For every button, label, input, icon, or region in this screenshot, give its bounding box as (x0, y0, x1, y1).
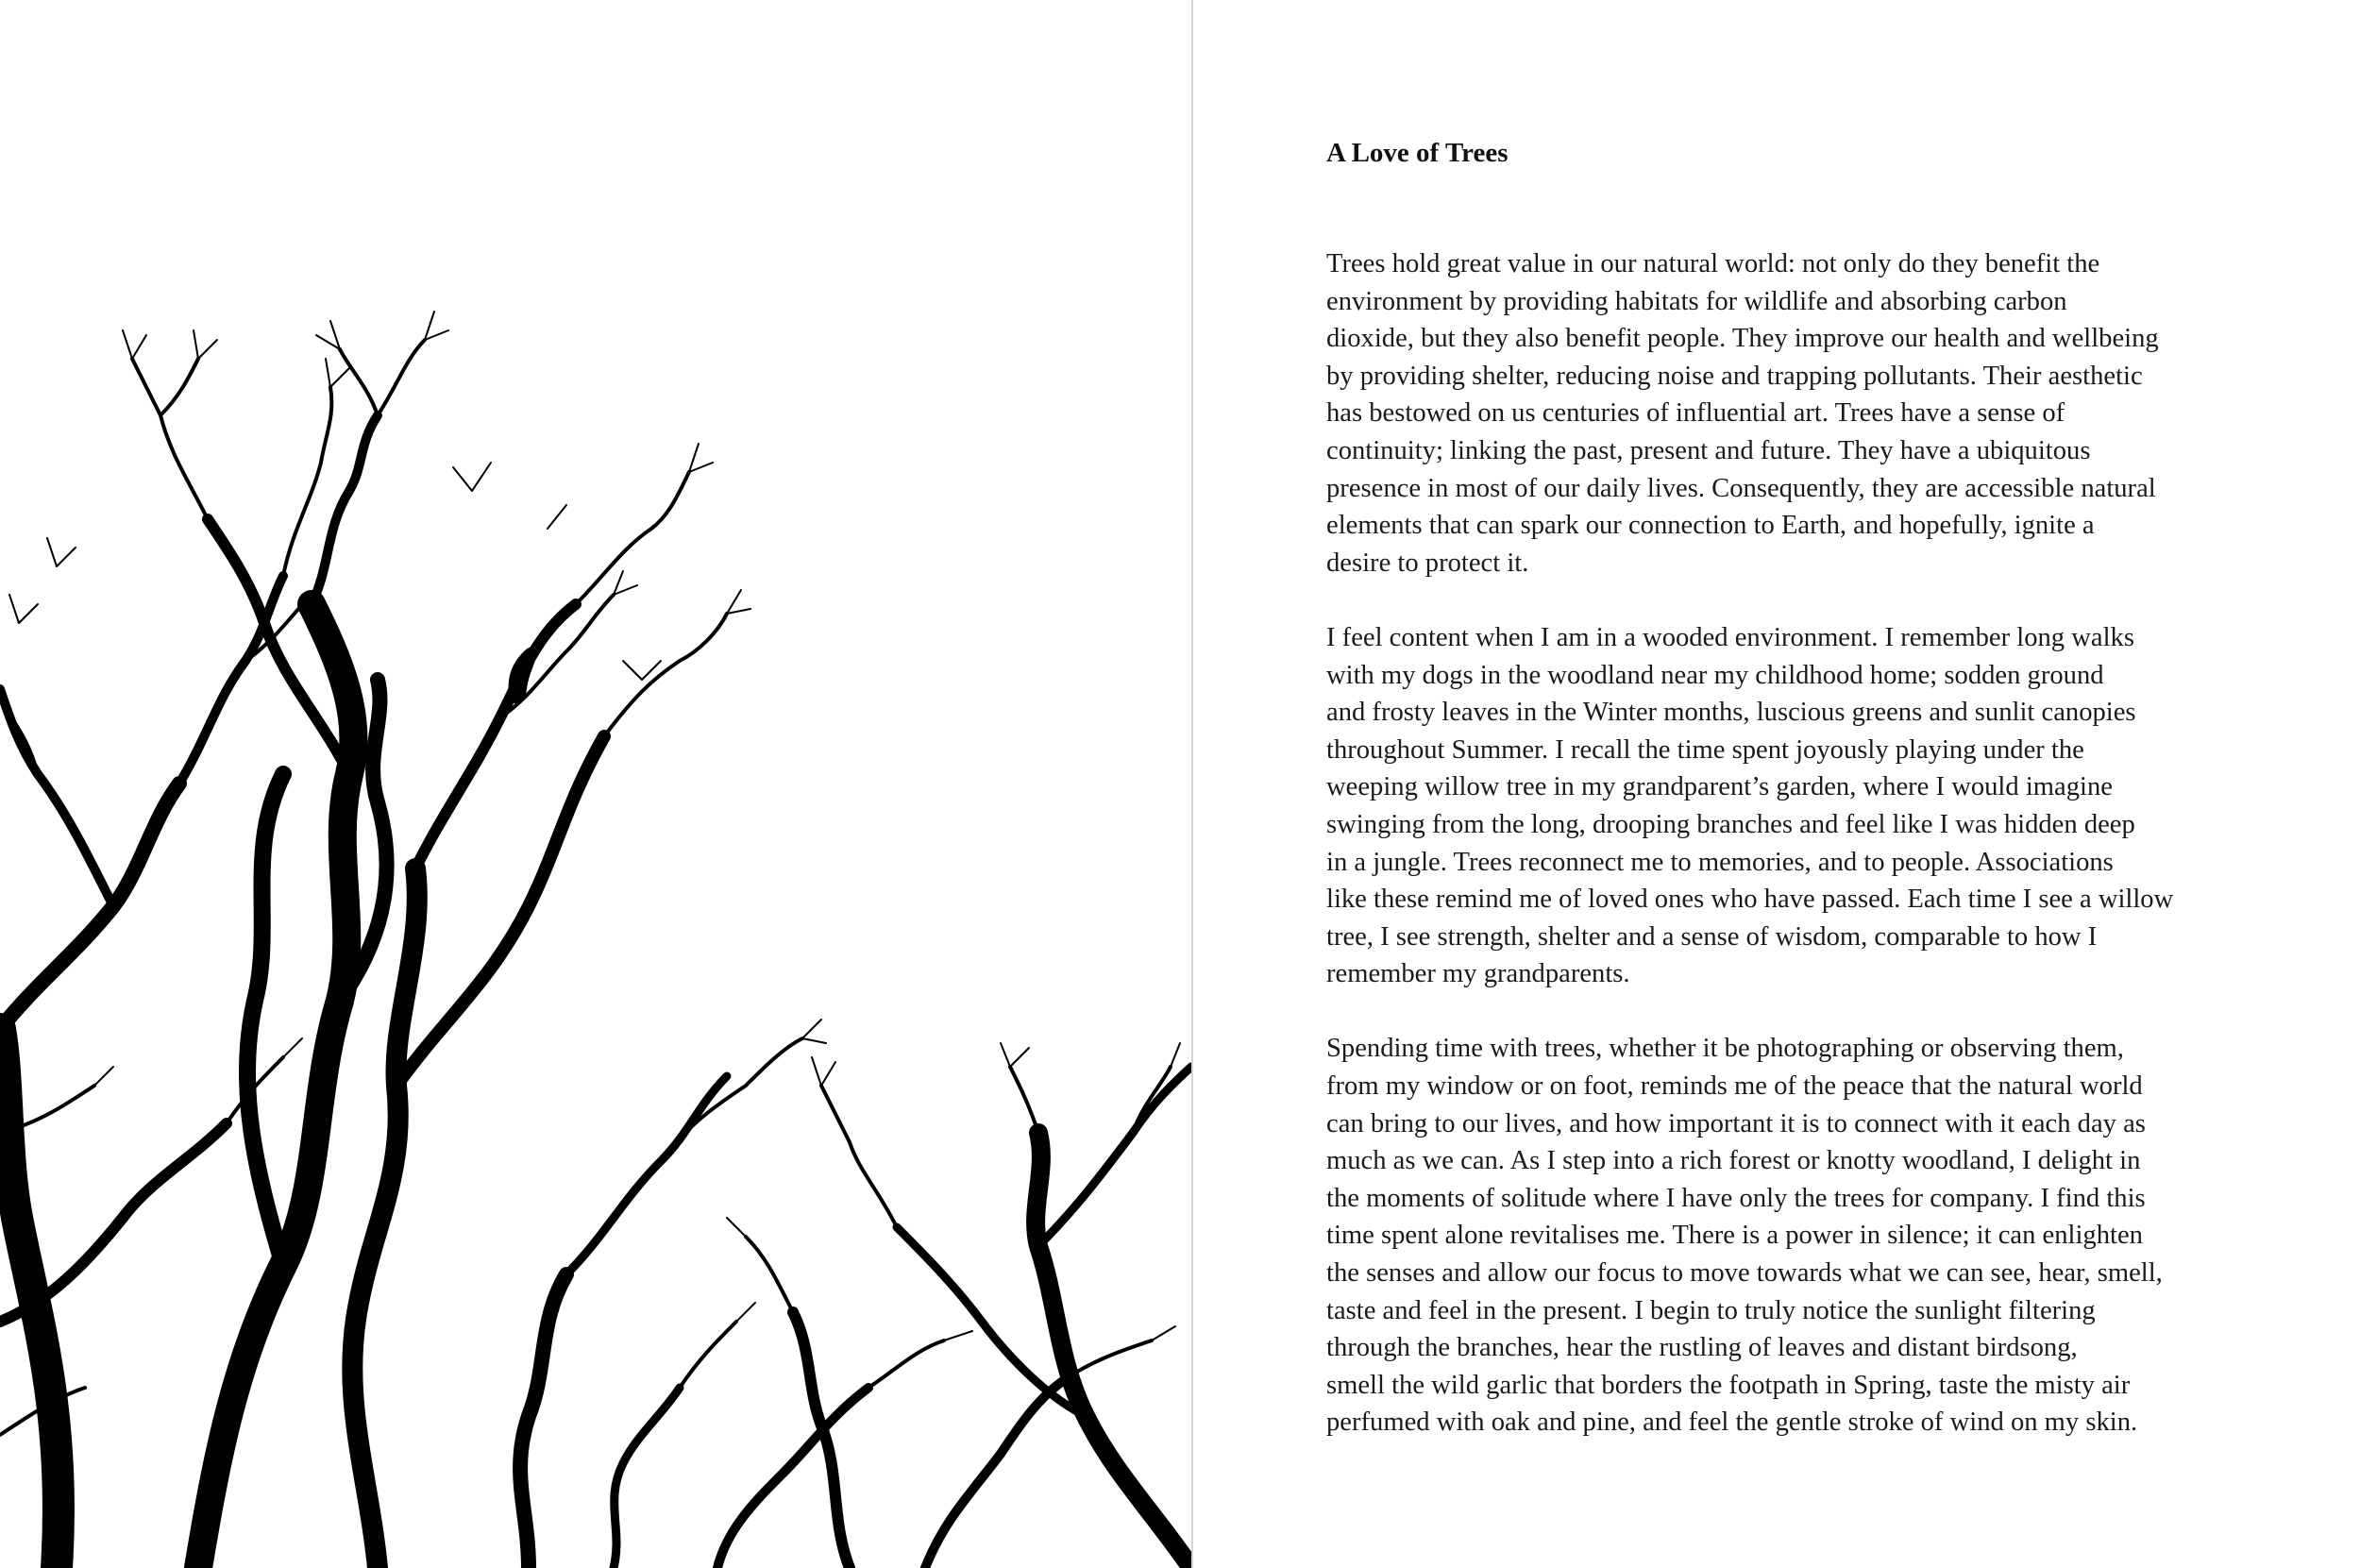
essay-paragraph: I feel content when I am in a wooded environment. I remember long walks with my dogs in the woodland near my childhood home; sodden ground and frosty leaves in the Winter months, luscious greens and sunlit canopies throughout Summer. I recall the time spent joyously playing under the weeping willow tree in my grandparent’s garden, where I would imagine swinging from the long, drooping branches and feel like I was hidden deep in a jungle. Trees reconnect me to memories, and to people. Associations like these remind me of loved ones who have passed. Each time I see a willow tree, I see strength, shelter and a sense of wisdom, comparable to how I remember my grandparents. (1326, 622, 2174, 989)
essay-paragraph: Spending time with trees, whether it be photographing or observing them, from my window or on foot, reminds me of the peace that the natural world can bring to our lives, and how important it is to connect with it each day as much as we can. As I step into a rich forest or knotty woodland, I delight in the moments of solitude where I have only the trees for company. I find this time spent alone revitalises me. There is a power in silence; it can enlighten the senses and allow our focus to move towards what we can see, hear, smell, taste and feel in the present. I begin to truly notice the sunlight filtering through the branches, hear the rustling of leaves and distant birdsong, smell the wild garlic that borders the footpath in Spring, taste the misty air perfumed with oak and pine, and feel the gentle stroke of wind on my skin. (1326, 1034, 2163, 1438)
essay-text-column (1326, 134, 2280, 1479)
essay-title: A Love of Trees (1326, 138, 1509, 168)
right-page-text (1193, 0, 2360, 1568)
essay-paragraph: Trees hold great value in our natural world: not only do they benefit the environment by providing habitats for wildlife and absorbing carbon dioxide, but they also benefit people. They improve our health and wellbeing by providing shelter, reducing noise and trapping pollutants. Their aesthetic has bestowed on us centuries of influential art. Trees have a sense of continuity; linking the past, present and future. They have a ubiquitous presence in most of our daily lives. Consequently, they are accessible natural elements that can spark our connection to Earth, and hopefully, ignite a desire to protect it. (1326, 249, 2159, 578)
bird-silhouette-icon (509, 647, 537, 704)
